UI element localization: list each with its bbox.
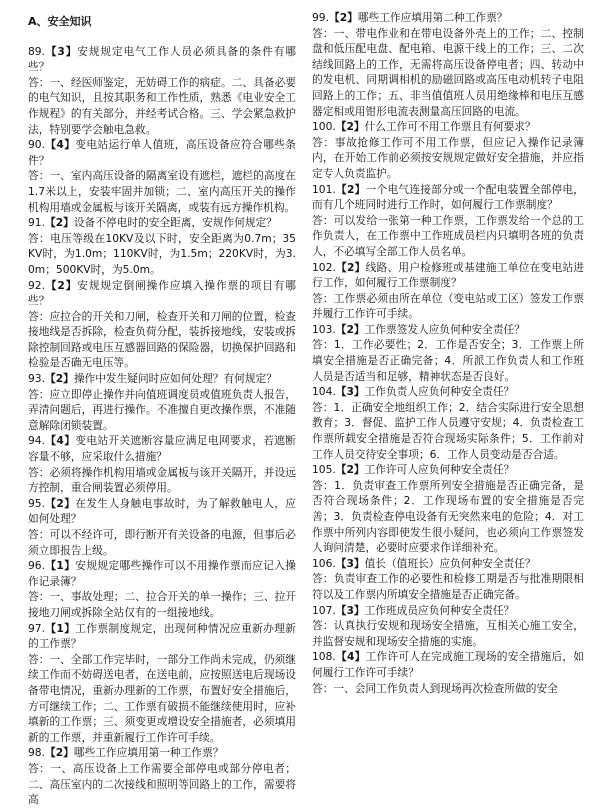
answer-text: 一、高压设备上工作需要全部停电或部分停电者；二、高压室内的二次接线和照明等回路上的工作，需要将高 <box>28 761 296 807</box>
answer <box>28 527 296 558</box>
answer-label: 答： <box>312 135 335 149</box>
answer-text: 可以不经许可，即行断开有关设备的电源，但事后必须立即报告上级。 <box>28 528 296 557</box>
answer-text: 一、室内高压设备的隔离室设有遮栏，遮栏的高度在1.7米以上，安装牢固并加锁；二、室内高压开关的操作机构用墙或金属板与该开关隔离，或装有远方操作机构。 <box>28 169 296 214</box>
question-text: 安规规定电气工作人员必须具备的条件有哪些？ <box>28 44 296 74</box>
qa-entry <box>312 10 584 119</box>
answer-label: 答： <box>28 309 50 323</box>
question <box>312 603 584 619</box>
right-entries <box>312 10 584 696</box>
question-number: 107. <box>312 603 336 617</box>
difficulty-tag: 【2】 <box>335 260 366 274</box>
question-text: 变电站开关遮断容量应满足电网要求，若遮断容量不够，应采取什么措施？ <box>28 434 296 464</box>
answer-label: 答： <box>28 169 50 183</box>
question-text: 操作中发生疑问时应如何处理？有何规定？ <box>73 372 277 386</box>
qa-entry <box>28 745 296 807</box>
answer-label: 答： <box>312 291 334 305</box>
question-text: 设备不停电时的安全距离，安规作何规定？ <box>73 216 277 230</box>
answer <box>28 75 296 137</box>
question-text: 在发生人身触电事故时，为了解救触电人，应如何处理？ <box>28 496 296 526</box>
answer-label: 答： <box>312 400 334 414</box>
question-text: 线路、用户检修班或基建施工单位在变电站进行工作，如何履行工作票制度？ <box>312 260 584 290</box>
question-number: 104. <box>312 385 336 399</box>
answer-label: 答： <box>28 75 50 89</box>
answer <box>312 681 584 697</box>
question <box>312 182 584 213</box>
question-text: 安规规定哪些操作可以不用操作票而应记入操作记录簿？ <box>28 559 296 588</box>
answer-text: 一、带电作业和在带电设备外壳上的工作；二、控制盘和低压配电盘、配电箱、电源干线上的工作；三、二次结线回路上的工作，无需将高压设备停电者；四、转动中的发电机、同期调相机的励磁回路或高压电动机转子电阻回路上的工作；五、非当值值班人员用绝缘棒和电压互感器定相或用钳形电流表测量高压回路的电流。 <box>312 26 584 118</box>
question-number: 96. <box>28 559 45 573</box>
answer-text: 一、经医师鉴定，无妨碍工作的病症。二、具备必要的电气知识，且按其职务和工作性质，熟悉《电业安全工作规程》的有关部分，并经考试合格。三、学会紧急救护法，特别要学会触电急救。 <box>28 75 296 136</box>
answer-label: 答： <box>312 619 334 633</box>
difficulty-tag: 【3】 <box>335 603 365 617</box>
qa-entry <box>28 433 296 495</box>
answer-text: 电压等级在10KV及以下时，安全距离为0.7m；35KV时，为1.0m；110KV时，为1.5m；220KV时，为3.0m；500KV时，为5.0m。 <box>28 231 296 276</box>
qa-entry <box>28 371 296 433</box>
question-number: 99. <box>312 11 329 24</box>
question-text: 工作票签发人应负何种安全责任？ <box>364 322 525 336</box>
question-number: 94. <box>28 434 45 448</box>
answer-text: 一、全部工作完毕时，一部分工作尚未完成，仍须继续工作而不妨碍送电者，在送电前，应按照送电后现场设备带电情况，重新办理新的工作票，布置好安全措施后，方可继续工作；二、工作票有破损不能继续使用时，应补填新的工作票；三、须变更或增设安全措施者，必须填用新的工作票，并重新履行工作许可手续。 <box>28 652 296 744</box>
answer <box>312 337 584 384</box>
answer-label: 答： <box>28 590 50 604</box>
answer-text: 1．正确安全地组织工作；2．结合实际进行安全思想教育；3．督促、监护工作人员遵守安规；4．负责检查工作票所载安全措施是否符合现场实际条件；5．工作前对工作人员交待安全事项；6．工作人员变动是否合适。 <box>312 400 584 461</box>
answer <box>312 400 584 462</box>
answer-text: 负责审查工作的必要性和检修工期是否与批准期限相符以及工作票内所填安全措施是否正确完备。 <box>312 572 584 601</box>
answer-label: 答： <box>312 213 334 227</box>
answer <box>312 26 584 120</box>
question <box>312 462 584 478</box>
question-number: 100. <box>312 120 336 134</box>
question <box>312 260 584 291</box>
question <box>312 119 584 135</box>
difficulty-tag: 【2】 <box>45 278 78 292</box>
qa-entry <box>28 558 296 620</box>
answer <box>28 652 296 746</box>
question <box>28 496 296 527</box>
section-title: A、安全知识 <box>28 15 92 28</box>
question <box>28 621 296 652</box>
question <box>312 649 584 680</box>
answer <box>312 213 584 260</box>
answer-label: 答： <box>312 681 334 695</box>
difficulty-tag: 【2】 <box>335 322 365 336</box>
question <box>312 322 584 338</box>
answer <box>28 309 296 371</box>
answer <box>28 589 296 620</box>
question-text: 工作票制度规定，出现何种情况应重新办理新的工作票？ <box>28 621 296 651</box>
answer-label: 答： <box>28 231 51 245</box>
answer <box>28 231 296 278</box>
question-text: 变电站运行单人值班，高压设备应符合哪些条件？ <box>28 138 296 167</box>
answer-text: 必须将操作机构用墙或金属板与该开关隔开，并设远方控制，重合闸装置必须停用。 <box>28 465 296 495</box>
answer-label: 答： <box>28 528 50 541</box>
question-text: 值长（值班长）应负何种安全责任？ <box>364 556 536 570</box>
answer-text: 1．工作必要性；2．工作是否安全；3．工作票上所填安全措施是否正确完备；4．所派工作负责人和工作班人员是否适当和足够，精神状态是否良好。 <box>312 338 584 383</box>
question-number: 91. <box>28 216 45 230</box>
difficulty-tag: 【3】 <box>335 556 365 570</box>
question <box>28 278 296 309</box>
answer <box>312 618 584 649</box>
question <box>28 137 296 168</box>
question <box>312 10 584 26</box>
qa-entry <box>312 322 584 384</box>
question-text: 哪些工作应填用第二种工作票？ <box>357 11 508 24</box>
answer-label: 答： <box>312 572 334 586</box>
difficulty-tag: 【1】 <box>45 621 76 635</box>
question <box>28 44 296 75</box>
right-column <box>312 10 584 696</box>
question-number: 92. <box>28 278 45 292</box>
difficulty-tag: 【2】 <box>335 182 366 196</box>
qa-entry <box>312 462 584 556</box>
difficulty-tag: 【4】 <box>45 434 76 448</box>
question-number: 108. <box>312 650 336 664</box>
question-number: 89. <box>28 44 45 58</box>
answer-label: 答： <box>28 387 50 401</box>
question-number: 97. <box>28 621 45 635</box>
question-number: 93. <box>28 372 45 386</box>
answer-text: 1．负责审查工作票所列安全措施是否正确完备，是否符合现场条件；2．工作现场布置的安全措施是否完善；3．负责检查停电设备有无突然来电的危险；4．对工作票中所列内容即使发生很小疑问，也必须向工作票签发人询问清楚，必要时应要求作详细补充。 <box>312 478 584 555</box>
question-number: 102. <box>312 260 336 274</box>
answer-label: 答： <box>312 338 334 352</box>
qa-entry <box>312 384 584 462</box>
qa-entry <box>28 215 296 277</box>
qa-entry <box>312 260 584 322</box>
answer <box>312 291 584 322</box>
left-entries <box>28 44 296 808</box>
question-text: 哪些工作应填用第一种工作票？ <box>73 746 224 760</box>
question <box>28 558 296 589</box>
qa-entry <box>312 119 584 181</box>
qa-entry <box>28 278 296 372</box>
answer-text: 一、事故处理；二、拉合开关的单一操作；三、拉开接地刀闸或拆除全站仅有的一组接地线。 <box>28 590 296 619</box>
answer <box>28 168 296 215</box>
difficulty-tag: 【2】 <box>335 120 365 134</box>
question-text: 安规规定倒闸操作应填入操作票的项目有哪些？ <box>28 278 296 308</box>
answer-label: 答： <box>28 465 50 479</box>
question-text: 工作班成员应负何种安全责任？ <box>364 603 515 617</box>
qa-entry <box>312 603 584 650</box>
question-number: 98. <box>28 746 45 760</box>
qa-entry <box>312 556 584 603</box>
question-text: 工作负责人应负何种安全责任？ <box>364 385 515 399</box>
answer-text: 认真执行安规和现场安全措施，互相关心施工安全，并监督安规和现场安全措施的实施。 <box>312 619 584 648</box>
difficulty-tag: 【4】 <box>45 138 76 152</box>
qa-entry <box>28 621 296 746</box>
answer <box>28 465 296 496</box>
question-text: 工作许可人应负何种安全责任？ <box>364 463 515 477</box>
difficulty-tag: 【2】 <box>335 463 365 477</box>
difficulty-tag: 【3】 <box>45 44 78 58</box>
qa-entry <box>312 649 584 696</box>
answer-text: 可以发给一张第一种工作票，工作票发给一个总的工作负责人，在工作票中工作班成员栏内只填明各班的负责人，不必填写全部工作人员名单。 <box>312 213 584 258</box>
answer-label: 答： <box>312 478 335 492</box>
difficulty-tag: 【2】 <box>329 11 358 24</box>
answer <box>312 135 584 182</box>
question-number: 106. <box>312 556 336 570</box>
difficulty-tag: 【3】 <box>335 385 365 399</box>
answer-text: 应立即停止操作并向值班调度员或值班负责人报告，弄清问题后，再进行操作。不准擅自更改操作票，不准随意解除闭锁装置。 <box>28 387 296 432</box>
difficulty-tag: 【2】 <box>45 372 74 386</box>
qa-entry <box>28 44 296 138</box>
left-column <box>28 10 296 808</box>
question-text: 一个电气连接部分或一个配电装置全部停电，而有几个班同时进行工作时，如何履行工作票制度？ <box>312 182 584 212</box>
answer <box>312 571 584 602</box>
answer <box>28 387 296 434</box>
question <box>312 384 584 400</box>
question-text: 工作许可人在完成施工现场的安全措施后，如何履行工作许可手续？ <box>312 650 584 679</box>
difficulty-tag: 【4】 <box>335 650 366 664</box>
question-number: 105. <box>312 463 336 477</box>
qa-entry <box>28 137 296 215</box>
difficulty-tag: 【1】 <box>45 559 76 573</box>
qa-entry <box>312 182 584 260</box>
question <box>312 556 584 572</box>
answer-text: 工作票必须由所在单位（变电站或工区）签发工作票并履行工作许可手续。 <box>312 291 584 321</box>
question <box>28 215 296 231</box>
question-number: 101. <box>312 182 336 196</box>
question-number: 90. <box>28 138 45 152</box>
answer-text: 一、会同工作负责人到现场再次检查所做的安全 <box>333 681 558 695</box>
question-number: 95. <box>28 496 45 510</box>
question-number: 103. <box>312 322 336 336</box>
question-text: 什么工作可不用工作票且有何要求？ <box>364 120 536 134</box>
question <box>28 371 296 387</box>
question <box>28 433 296 464</box>
answer-text: 应拉合的开关和刀闸，检查开关和刀闸的位置，检查接地线是否拆除，检查负荷分配，装拆接地线，安装或拆除控制回路或电压互感器回路的保险器，切换保护回路和检验是否确无电压等。 <box>28 309 296 370</box>
answer-label: 答： <box>312 26 334 40</box>
answer-label: 答： <box>28 652 50 666</box>
answer-label: 答： <box>28 761 51 775</box>
qa-entry <box>28 496 296 558</box>
difficulty-tag: 【2】 <box>45 496 76 510</box>
answer-text: 事故抢修工作可不用工作票，但应记入操作记录簿内，在开始工作前必须按安规规定做好安全措施，并应指定专人负责监护。 <box>312 135 584 180</box>
question <box>28 745 296 761</box>
answer <box>312 478 584 556</box>
difficulty-tag: 【2】 <box>45 216 74 230</box>
difficulty-tag: 【2】 <box>45 746 74 760</box>
